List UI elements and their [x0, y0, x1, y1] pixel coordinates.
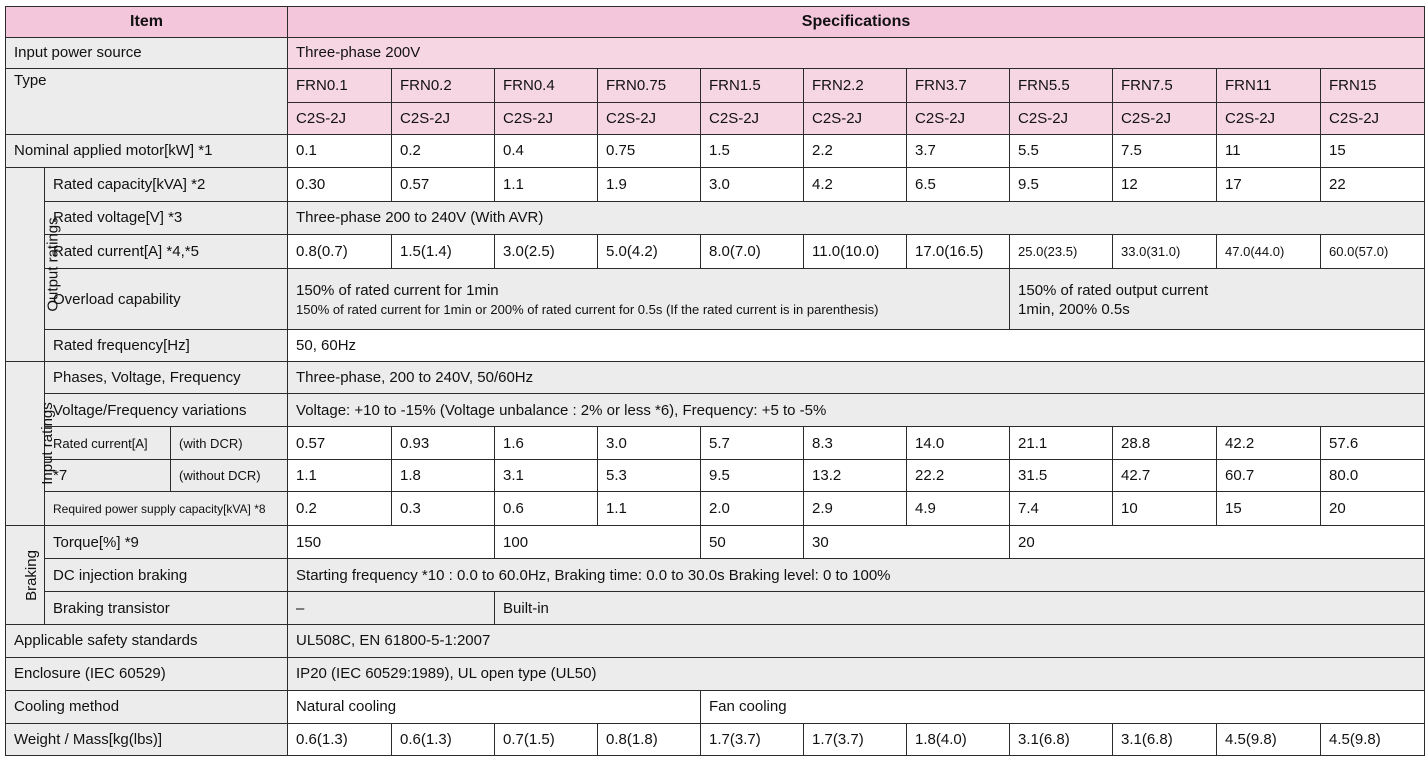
weight-value: 0.7(1.5): [495, 723, 598, 755]
braking-transistor-row: [6, 592, 1425, 625]
input-phases-label: Phases, Voltage, Frequency: [45, 362, 288, 394]
spec-table: [5, 6, 1425, 756]
braking-dc-injection-label: DC injection braking: [45, 559, 288, 592]
input-phases-row: [6, 362, 1425, 394]
enclosure-label: Enclosure (IEC 60529): [6, 657, 288, 690]
input-supply-capacity-value: 2.0: [701, 492, 804, 526]
type-suffix: C2S-2J: [288, 102, 392, 134]
input-without-dcr-value: 3.1: [495, 460, 598, 492]
input-with-dcr-value: 0.93: [392, 427, 495, 460]
braking-transistor-label: Braking transistor: [45, 592, 288, 625]
input-without-dcr-value: 13.2: [804, 460, 907, 492]
type-row-model: [6, 68, 1425, 102]
braking-torque-value: 100: [495, 526, 701, 559]
input-variations-value: Voltage: +10 to -15% (Voltage unbalance : 2% or less *6), Frequency: +5 to -5%: [288, 394, 1425, 427]
input-without-dcr-value: 22.2: [907, 460, 1010, 492]
input-supply-capacity-value: 0.2: [288, 492, 392, 526]
input-with-dcr-value: 5.7: [701, 427, 804, 460]
overload-standard-line1: 150% of rated current for 1min: [296, 282, 499, 300]
braking-torque-row: [6, 526, 1425, 559]
nominal-motor-row: [6, 134, 1425, 167]
type-model: FRN0.2: [392, 68, 495, 102]
safety-row: [6, 624, 1425, 657]
type-model: FRN15: [1321, 68, 1425, 102]
input-with-dcr-value: 57.6: [1321, 427, 1425, 460]
overload-standard-line2: 150% of rated current for 1min or 200% of rated current for 0.5s (If the rated current is in parenthesis): [296, 302, 879, 318]
input-variations-row: [6, 394, 1425, 427]
output-current-value: 33.0(31.0): [1113, 234, 1217, 268]
input-with-dcr-value: 1.6: [495, 427, 598, 460]
output-capacity-label: Rated capacity[kVA] *2: [45, 167, 288, 201]
braking-torque-value: 150: [288, 526, 495, 559]
input-supply-capacity-value: 2.9: [804, 492, 907, 526]
weight-value: 3.1(6.8): [1010, 723, 1113, 755]
nominal-motor-value: 0.1: [288, 134, 392, 167]
cooling-value: Natural cooling: [288, 690, 701, 723]
type-model: FRN7.5: [1113, 68, 1217, 102]
input-with-dcr-label: (with DCR): [171, 427, 288, 460]
input-without-dcr-value: 60.7: [1217, 460, 1321, 492]
overload-extended-line1: 150% of rated output current: [1018, 282, 1209, 300]
type-suffix: C2S-2J: [907, 102, 1010, 134]
braking-torque-value: 20: [1010, 526, 1425, 559]
input-with-dcr-value: 28.8: [1113, 427, 1217, 460]
input-with-dcr-value: 0.57: [288, 427, 392, 460]
input-without-dcr-value: 42.7: [1113, 460, 1217, 492]
input-variations-label: Voltage/Frequency variations: [45, 394, 288, 427]
nominal-motor-value: 0.75: [598, 134, 701, 167]
braking-torque-value: 50: [701, 526, 804, 559]
output-ratings-group-label: Output ratings: [6, 167, 45, 362]
output-voltage-label: Rated voltage[V] *3: [45, 201, 288, 234]
input-supply-capacity-value: 10: [1113, 492, 1217, 526]
cooling-value: Fan cooling: [701, 690, 1425, 723]
nominal-motor-value: 2.2: [804, 134, 907, 167]
output-current-value: 3.0(2.5): [495, 234, 598, 268]
input-supply-capacity-value: 20: [1321, 492, 1425, 526]
nominal-motor-value: 0.2: [392, 134, 495, 167]
braking-torque-label: Torque[%] *9: [45, 526, 288, 559]
input-ratings-group-label: Input ratings: [6, 362, 45, 526]
type-suffix: C2S-2J: [701, 102, 804, 134]
nominal-motor-value: 5.5: [1010, 134, 1113, 167]
type-model: FRN5.5: [1010, 68, 1113, 102]
input-supply-capacity-value: 1.1: [598, 492, 701, 526]
type-model: FRN0.4: [495, 68, 598, 102]
output-capacity-value: 1.9: [598, 167, 701, 201]
header-specifications: Specifications: [288, 7, 1425, 38]
type-model: FRN0.75: [598, 68, 701, 102]
type-suffix: C2S-2J: [1321, 102, 1425, 134]
input-with-dcr-value: 8.3: [804, 427, 907, 460]
nominal-motor-value: 3.7: [907, 134, 1010, 167]
type-label: Type: [6, 68, 288, 134]
output-capacity-value: 3.0: [701, 167, 804, 201]
output-capacity-value: 0.30: [288, 167, 392, 201]
input-without-dcr-value: 5.3: [598, 460, 701, 492]
nominal-motor-value: 7.5: [1113, 134, 1217, 167]
braking-torque-value: 30: [804, 526, 1010, 559]
input-supply-capacity-value: 0.3: [392, 492, 495, 526]
weight-value: 0.6(1.3): [392, 723, 495, 755]
cooling-row: [6, 690, 1425, 723]
type-suffix: C2S-2J: [495, 102, 598, 134]
overload-extended-line2: 1min, 200% 0.5s: [1018, 301, 1130, 319]
input-rated-current-note: *7: [45, 460, 171, 492]
type-model: FRN11: [1217, 68, 1321, 102]
input-without-dcr-value: 31.5: [1010, 460, 1113, 492]
output-current-value: 5.0(4.2): [598, 234, 701, 268]
output-frequency-row: [6, 330, 1425, 362]
input-with-dcr-value: 42.2: [1217, 427, 1321, 460]
output-voltage-value: Three-phase 200 to 240V (With AVR): [288, 201, 1425, 234]
safety-value: UL508C, EN 61800-5-1:2007: [288, 624, 1425, 657]
input-with-dcr-value: 3.0: [598, 427, 701, 460]
type-suffix: C2S-2J: [1113, 102, 1217, 134]
nominal-motor-label: Nominal applied motor[kW] *1: [6, 134, 288, 167]
input-supply-capacity-row: [6, 492, 1425, 526]
input-without-dcr-value: 80.0: [1321, 460, 1425, 492]
type-model: FRN2.2: [804, 68, 907, 102]
input-phases-value: Three-phase, 200 to 240V, 50/60Hz: [288, 362, 1425, 394]
braking-transistor-value: Built-in: [495, 592, 1425, 625]
input-without-dcr-value: 1.8: [392, 460, 495, 492]
input-power-source-value: Three-phase 200V: [288, 37, 1425, 68]
nominal-motor-value: 1.5: [701, 134, 804, 167]
output-capacity-value: 0.57: [392, 167, 495, 201]
input-with-dcr-value: 21.1: [1010, 427, 1113, 460]
nominal-motor-value: 15: [1321, 134, 1425, 167]
output-overload-label: Overload capability: [45, 268, 288, 330]
output-current-value: 17.0(16.5): [907, 234, 1010, 268]
weight-value: 1.8(4.0): [907, 723, 1010, 755]
braking-dc-injection-value: Starting frequency *10 : 0.0 to 60.0Hz, Braking time: 0.0 to 30.0s Braking level: 0 to 100%: [288, 559, 1425, 592]
output-capacity-value: 6.5: [907, 167, 1010, 201]
output-capacity-value: 1.1: [495, 167, 598, 201]
weight-label: Weight / Mass[kg(lbs)]: [6, 723, 288, 755]
braking-dc-injection-row: [6, 559, 1425, 592]
input-power-source-row: [6, 37, 1425, 68]
input-without-dcr-value: 1.1: [288, 460, 392, 492]
input-supply-capacity-value: 15: [1217, 492, 1321, 526]
output-overload-standard: [288, 268, 1010, 330]
output-frequency-label: Rated frequency[Hz]: [45, 330, 288, 362]
type-suffix: C2S-2J: [1010, 102, 1113, 134]
output-capacity-value: 9.5: [1010, 167, 1113, 201]
output-current-value: 60.0(57.0): [1321, 234, 1425, 268]
output-current-row: [6, 234, 1425, 268]
output-current-value: 0.8(0.7): [288, 234, 392, 268]
output-capacity-value: 17: [1217, 167, 1321, 201]
type-model: FRN3.7: [907, 68, 1010, 102]
braking-group-label: Braking: [6, 526, 45, 625]
input-rated-current-label: Rated current[A]: [45, 427, 171, 460]
output-current-value: 8.0(7.0): [701, 234, 804, 268]
input-current-dcr-row: [6, 427, 1425, 460]
header-row: [6, 7, 1425, 38]
input-current-nodcr-row: [6, 460, 1425, 492]
nominal-motor-value: 11: [1217, 134, 1321, 167]
cooling-label: Cooling method: [6, 690, 288, 723]
input-supply-capacity-value: 7.4: [1010, 492, 1113, 526]
weight-value: 1.7(3.7): [804, 723, 907, 755]
weight-value: 4.5(9.8): [1217, 723, 1321, 755]
output-voltage-row: [6, 201, 1425, 234]
enclosure-value: IP20 (IEC 60529:1989), UL open type (UL50): [288, 657, 1425, 690]
input-supply-capacity-value: 0.6: [495, 492, 598, 526]
type-suffix: C2S-2J: [392, 102, 495, 134]
output-current-value: 1.5(1.4): [392, 234, 495, 268]
output-capacity-row: [6, 167, 1425, 201]
type-suffix: C2S-2J: [598, 102, 701, 134]
type-suffix: C2S-2J: [1217, 102, 1321, 134]
output-current-value: 25.0(23.5): [1010, 234, 1113, 268]
output-overload-extended: [1010, 268, 1425, 330]
input-supply-capacity-value: 4.9: [907, 492, 1010, 526]
output-overload-row: [6, 268, 1425, 330]
weight-value: 3.1(6.8): [1113, 723, 1217, 755]
output-capacity-value: 4.2: [804, 167, 907, 201]
safety-label: Applicable safety standards: [6, 624, 288, 657]
weight-value: 1.7(3.7): [701, 723, 804, 755]
input-supply-capacity-label: Required power supply capacity[kVA] *8: [45, 492, 288, 526]
weight-row: [6, 723, 1425, 755]
weight-value: 4.5(9.8): [1321, 723, 1425, 755]
weight-value: 0.6(1.3): [288, 723, 392, 755]
output-current-value: 11.0(10.0): [804, 234, 907, 268]
input-power-source-label: Input power source: [6, 37, 288, 68]
output-capacity-value: 22: [1321, 167, 1425, 201]
weight-value: 0.8(1.8): [598, 723, 701, 755]
enclosure-row: [6, 657, 1425, 690]
type-model: FRN1.5: [701, 68, 804, 102]
output-capacity-value: 12: [1113, 167, 1217, 201]
braking-transistor-value: –: [288, 592, 495, 625]
input-without-dcr-value: 9.5: [701, 460, 804, 492]
output-current-value: 47.0(44.0): [1217, 234, 1321, 268]
type-model: FRN0.1: [288, 68, 392, 102]
header-item: Item: [6, 7, 288, 38]
output-current-label: Rated current[A] *4,*5: [45, 234, 288, 268]
output-frequency-value: 50, 60Hz: [288, 330, 1425, 362]
type-suffix: C2S-2J: [804, 102, 907, 134]
input-with-dcr-value: 14.0: [907, 427, 1010, 460]
nominal-motor-value: 0.4: [495, 134, 598, 167]
input-without-dcr-label: (without DCR): [171, 460, 288, 492]
